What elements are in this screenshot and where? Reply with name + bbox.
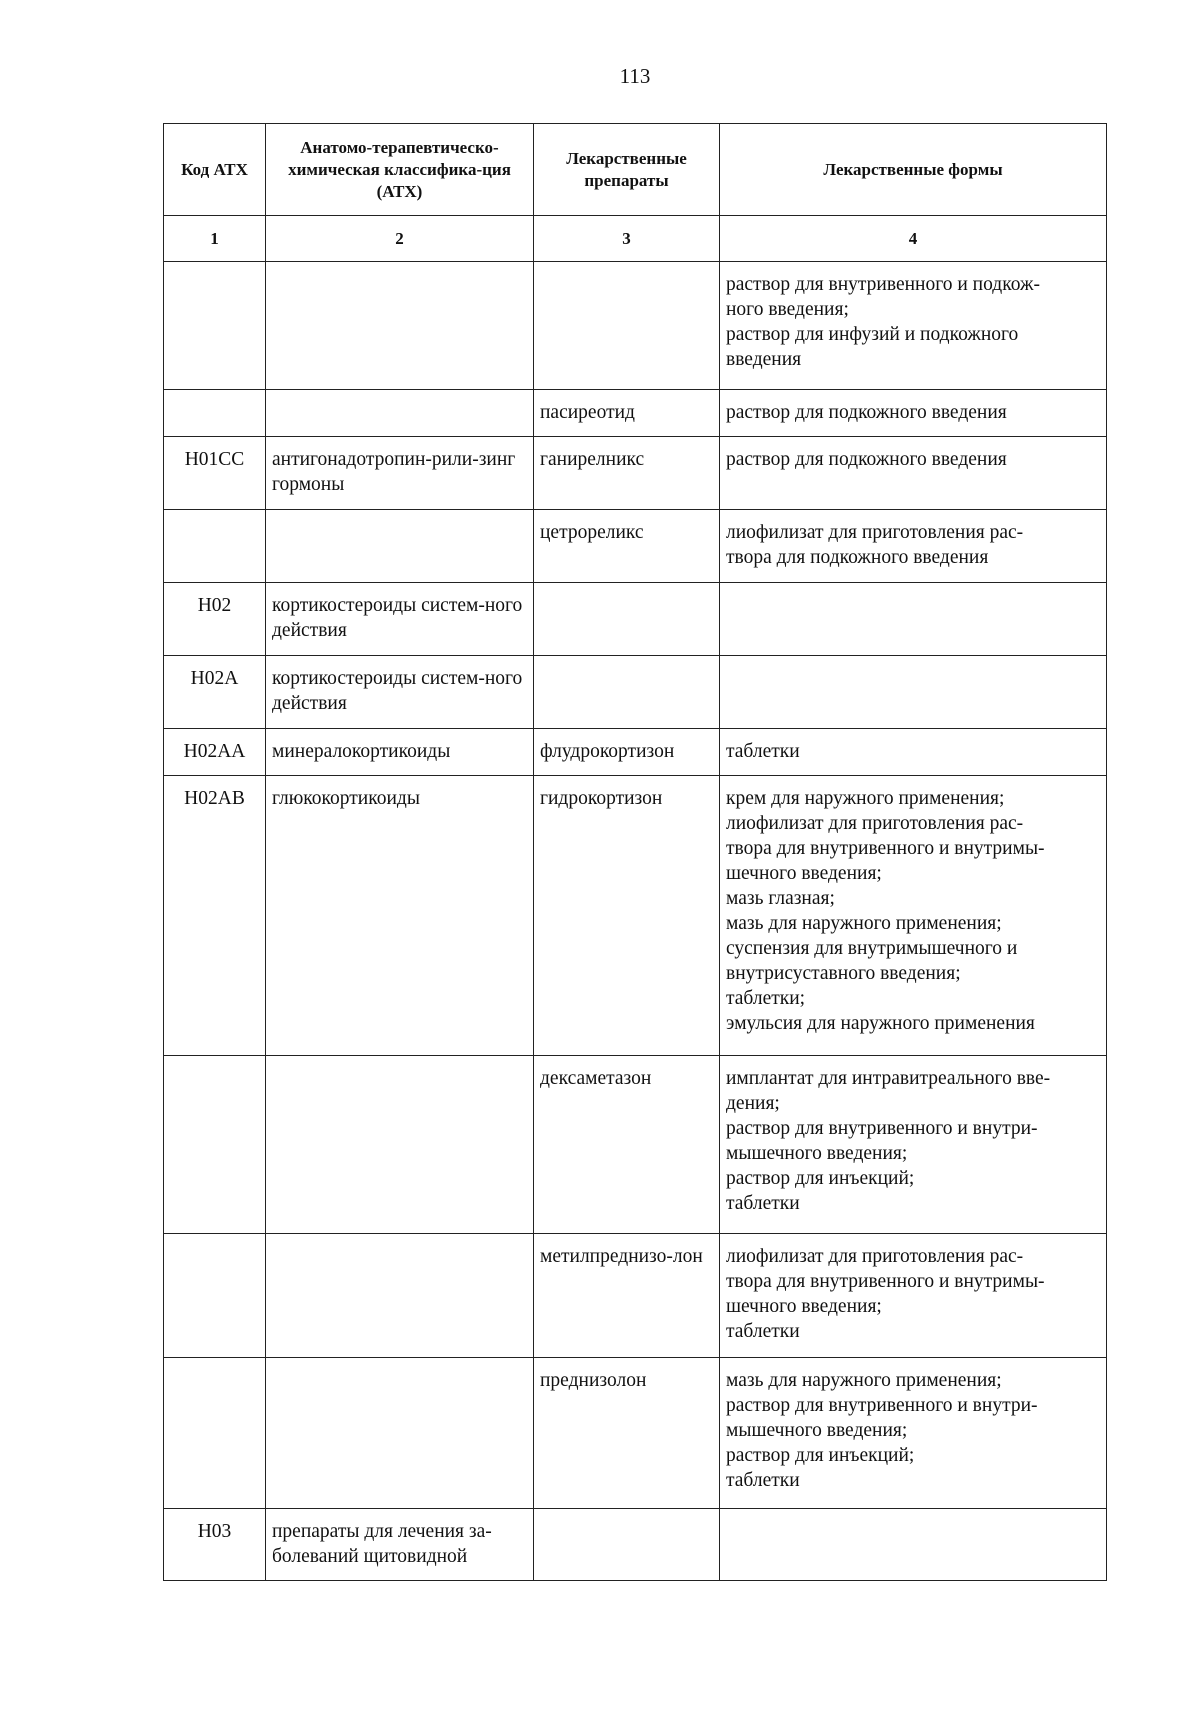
atx-classification-cell <box>266 262 534 390</box>
drug-name-cell <box>534 1509 720 1581</box>
drug-name-cell: флудрокортизон <box>534 729 720 776</box>
table-row <box>164 1056 1107 1234</box>
drug-name-cell: метилпреднизо-лон <box>534 1234 720 1358</box>
table-row <box>164 437 1107 510</box>
dosage-form-line: ного введения; <box>726 299 849 320</box>
dosage-form-line: внутрисуставного введения; <box>726 963 961 984</box>
dosage-form-line: мышечного введения; <box>726 1420 908 1441</box>
dosage-forms-cell <box>720 776 1107 1056</box>
atx-code-cell <box>164 262 266 390</box>
dosage-form-line: лиофилизат для приготовления рас- <box>726 522 1024 543</box>
drug-name-cell <box>534 583 720 656</box>
table-row <box>164 262 1107 390</box>
atx-code-cell: H03 <box>164 1509 266 1581</box>
table-row <box>164 776 1107 1056</box>
atx-code-cell: H02A <box>164 656 266 729</box>
dosage-forms-cell <box>720 437 1107 510</box>
header-drugs: Лекарственные препараты <box>534 124 720 216</box>
dosage-form-line: раствор для инъекций; <box>726 1445 915 1466</box>
drug-name-cell: ганирелникс <box>534 437 720 510</box>
dosage-form-line: твора для подкожного введения <box>726 547 989 568</box>
column-number: 3 <box>534 216 720 262</box>
table-row <box>164 1234 1107 1358</box>
atx-code-cell <box>164 390 266 437</box>
dosage-forms-cell <box>720 1234 1107 1358</box>
drug-name-cell <box>534 262 720 390</box>
column-number: 4 <box>720 216 1107 262</box>
atx-code-cell <box>164 1358 266 1509</box>
dosage-forms-cell <box>720 262 1107 390</box>
drug-name-cell: гидрокортизон <box>534 776 720 1056</box>
header-row <box>164 124 1107 216</box>
atx-classification-cell: минералокортикоиды <box>266 729 534 776</box>
dosage-form-line: таблетки <box>726 1470 800 1491</box>
atx-code-cell <box>164 510 266 583</box>
dosage-form-line: твора для внутривенного и внутримы- <box>726 1271 1045 1292</box>
atx-classification-cell <box>266 390 534 437</box>
dosage-form-line: имплантат для интравитреального вве- <box>726 1068 1051 1089</box>
dosage-form-line: введения <box>726 349 802 370</box>
dosage-forms-cell <box>720 583 1107 656</box>
table-row <box>164 729 1107 776</box>
atx-classification-cell <box>266 1056 534 1234</box>
drug-name-cell: преднизолон <box>534 1358 720 1509</box>
atx-code-cell <box>164 1234 266 1358</box>
dosage-forms-cell <box>720 510 1107 583</box>
dosage-form-line: таблетки <box>726 1193 800 1214</box>
dosage-form-line: твора для внутривенного и внутримы- <box>726 838 1045 859</box>
table-row <box>164 1358 1107 1509</box>
atx-classification-cell: кортикостероиды систем-ного действия <box>266 656 534 729</box>
table-row <box>164 583 1107 656</box>
atx-code-cell: H01CC <box>164 437 266 510</box>
dosage-form-line: раствор для внутривенного и подкож- <box>726 274 1040 295</box>
dosage-form-line: таблетки <box>726 1321 800 1342</box>
dosage-form-line: таблетки <box>726 741 800 762</box>
dosage-form-line: раствор для подкожного введения <box>726 402 1007 423</box>
table-row <box>164 1509 1107 1581</box>
column-number: 1 <box>164 216 266 262</box>
table-row <box>164 510 1107 583</box>
dosage-form-line: крем для наружного применения; <box>726 788 1005 809</box>
atx-classification-cell: препараты для лечения за-болеваний щитовидной <box>266 1509 534 1581</box>
column-number-row <box>164 216 1107 262</box>
atx-classification-cell <box>266 1358 534 1509</box>
atx-classification-cell: кортикостероиды систем-ного действия <box>266 583 534 656</box>
dosage-form-line: мазь для наружного применения; <box>726 1370 1002 1391</box>
dosage-forms-cell <box>720 1358 1107 1509</box>
drug-name-cell: цетрореликс <box>534 510 720 583</box>
dosage-form-line: раствор для внутривенного и внутри- <box>726 1118 1038 1139</box>
dosage-form-line: мазь для наружного применения; <box>726 913 1002 934</box>
drug-name-cell: дексаметазон <box>534 1056 720 1234</box>
dosage-form-line: раствор для подкожного введения <box>726 449 1007 470</box>
table-row <box>164 656 1107 729</box>
dosage-form-line: лиофилизат для приготовления рас- <box>726 813 1024 834</box>
dosage-form-line: таблетки; <box>726 988 806 1009</box>
atx-classification-cell: антигонадотропин-рили-зинг гормоны <box>266 437 534 510</box>
atx-classification-cell <box>266 1234 534 1358</box>
dosage-forms-cell <box>720 1056 1107 1234</box>
dosage-form-line: шечного введения; <box>726 863 882 884</box>
table-body <box>164 262 1107 1581</box>
dosage-forms-cell <box>720 729 1107 776</box>
dosage-form-line: лиофилизат для приготовления рас- <box>726 1246 1024 1267</box>
dosage-forms-cell <box>720 656 1107 729</box>
atx-classification-cell: глюкокортикоиды <box>266 776 534 1056</box>
atx-code-cell: H02AA <box>164 729 266 776</box>
dosage-form-line: дения; <box>726 1093 780 1114</box>
atx-code-cell <box>164 1056 266 1234</box>
drug-name-cell: пасиреотид <box>534 390 720 437</box>
dosage-form-line: суспензия для внутримышечного и <box>726 938 1018 959</box>
dosage-forms-cell <box>720 390 1107 437</box>
dosage-form-line: раствор для инфузий и подкожного <box>726 324 1019 345</box>
dosage-form-line: раствор для внутривенного и внутри- <box>726 1395 1038 1416</box>
header-atx-classification: Анатомо-терапевтическо-химическая классифика-ция (АТХ) <box>266 124 534 216</box>
atx-table <box>163 123 1107 1581</box>
drug-name-cell <box>534 656 720 729</box>
dosage-forms-cell <box>720 1509 1107 1581</box>
dosage-form-line: эмульсия для наружного применения <box>726 1013 1035 1034</box>
dosage-form-line: раствор для инъекций; <box>726 1168 915 1189</box>
table-row <box>164 390 1107 437</box>
dosage-form-line: шечного введения; <box>726 1296 882 1317</box>
page-number: 113 <box>619 64 651 88</box>
column-number: 2 <box>266 216 534 262</box>
atx-code-cell: H02AB <box>164 776 266 1056</box>
header-dosage-forms: Лекарственные формы <box>720 124 1107 216</box>
dosage-form-line: мышечного введения; <box>726 1143 908 1164</box>
dosage-form-line: мазь глазная; <box>726 888 835 909</box>
atx-classification-cell <box>266 510 534 583</box>
header-atx-code: Код АТХ <box>164 124 266 216</box>
atx-code-cell: H02 <box>164 583 266 656</box>
